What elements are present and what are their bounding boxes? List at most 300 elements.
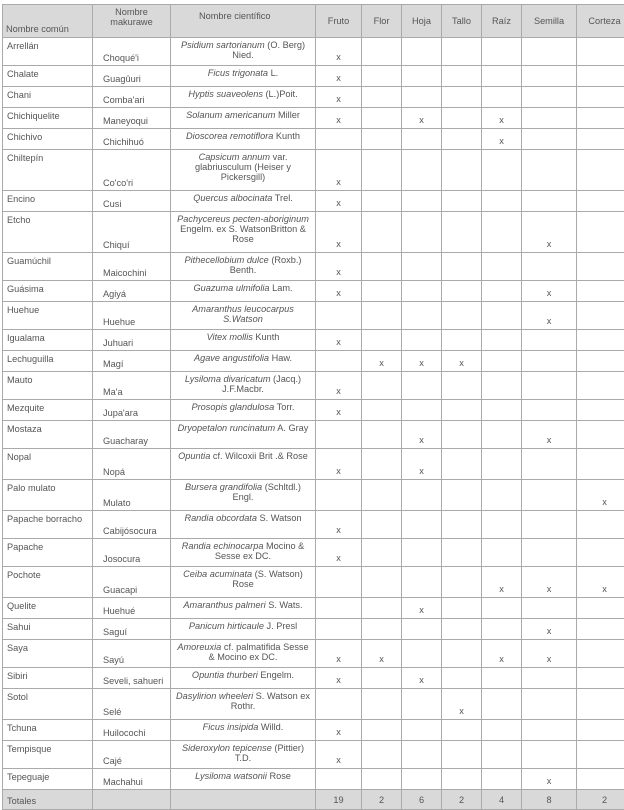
scientific-name-italic: Dryopetalon runcinatum (178, 423, 276, 433)
table-row (3, 281, 624, 302)
scientific-name-cell (171, 66, 316, 87)
plant-uses-table (2, 4, 624, 810)
scientific-name-italic: Opuntia thurberi (192, 670, 258, 680)
scientific-name-authority: Lam. (270, 283, 293, 293)
mark-flor (362, 191, 402, 212)
scientific-name-authority: (Roxb.) Benth. (230, 255, 302, 275)
mark-corteza (577, 129, 624, 150)
total-tallo: 2 (442, 790, 482, 810)
mark-hoja (402, 480, 442, 511)
table-row (3, 720, 624, 741)
mark-semilla (522, 66, 577, 87)
table-row (3, 212, 624, 253)
mark-corteza (577, 598, 624, 619)
header-tallo: Tallo (442, 5, 482, 38)
mark-corteza (577, 66, 624, 87)
mark-tallo (442, 769, 482, 790)
mark-flor (362, 668, 402, 689)
common-name-cell: Lechuguilla (3, 351, 93, 372)
mark-flor (362, 150, 402, 191)
mark-hoja (402, 212, 442, 253)
makurawe-name-cell: Guacharay (93, 421, 171, 449)
mark-corteza (577, 191, 624, 212)
mark-fruto: x (316, 668, 362, 689)
makurawe-name-cell: Cabijósocura (93, 511, 171, 539)
mark-raiz (482, 66, 522, 87)
mark-hoja (402, 567, 442, 598)
scientific-name-cell (171, 769, 316, 790)
mark-hoja: x (402, 598, 442, 619)
mark-flor (362, 449, 402, 480)
mark-raiz (482, 598, 522, 619)
mark-hoja (402, 769, 442, 790)
mark-tallo (442, 372, 482, 400)
mark-hoja (402, 511, 442, 539)
table-row (3, 108, 624, 129)
scientific-name-italic: Guazuma ulmifolia (193, 283, 269, 293)
mark-corteza (577, 253, 624, 281)
mark-hoja: x (402, 351, 442, 372)
totals-empty-cell (93, 790, 171, 810)
mark-corteza (577, 108, 624, 129)
common-name-cell: Huehue (3, 302, 93, 330)
scientific-name-italic: Pachycereus pecten-aboriginum (177, 214, 309, 224)
scientific-name-cell (171, 511, 316, 539)
common-name-cell: Guamúchil (3, 253, 93, 281)
mark-fruto (316, 129, 362, 150)
mark-hoja (402, 38, 442, 66)
mark-corteza (577, 150, 624, 191)
common-name-cell: Chichivo (3, 129, 93, 150)
total-hoja: 6 (402, 790, 442, 810)
mark-raiz (482, 191, 522, 212)
total-raiz: 4 (482, 790, 522, 810)
mark-fruto: x (316, 38, 362, 66)
mark-corteza (577, 38, 624, 66)
total-semilla: 8 (522, 790, 577, 810)
makurawe-name-cell: Juhuari (93, 330, 171, 351)
mark-fruto: x (316, 511, 362, 539)
makurawe-name-cell: Jupa'ara (93, 400, 171, 421)
mark-raiz: x (482, 108, 522, 129)
table-row (3, 539, 624, 567)
mark-fruto: x (316, 400, 362, 421)
mark-raiz: x (482, 129, 522, 150)
mark-semilla (522, 668, 577, 689)
makurawe-name-cell: Agiyá (93, 281, 171, 302)
header-scientific-name: Nombre científico (171, 5, 316, 38)
mark-semilla (522, 129, 577, 150)
mark-tallo (442, 150, 482, 191)
common-name-cell: Palo mulato (3, 480, 93, 511)
scientific-name-cell (171, 330, 316, 351)
mark-raiz (482, 330, 522, 351)
scientific-name-italic: Ficus insipida (203, 722, 259, 732)
scientific-name-cell (171, 567, 316, 598)
mark-fruto: x (316, 741, 362, 769)
mark-raiz (482, 400, 522, 421)
mark-fruto (316, 598, 362, 619)
scientific-name-authority: Rose (267, 771, 291, 781)
mark-fruto: x (316, 720, 362, 741)
makurawe-name-cell: Maicochini (93, 253, 171, 281)
scientific-name-cell (171, 598, 316, 619)
scientific-name-italic: Ficus trigonata (208, 68, 268, 78)
table-row (3, 421, 624, 449)
table-row (3, 330, 624, 351)
common-name-cell: Tempisque (3, 741, 93, 769)
makurawe-name-cell: Chiquí (93, 212, 171, 253)
mark-tallo (442, 302, 482, 330)
mark-raiz (482, 668, 522, 689)
mark-tallo (442, 191, 482, 212)
mark-tallo (442, 421, 482, 449)
mark-semilla: x (522, 281, 577, 302)
mark-raiz (482, 511, 522, 539)
mark-semilla: x (522, 567, 577, 598)
mark-hoja (402, 150, 442, 191)
scientific-name-authority: Engelm. (258, 670, 294, 680)
mark-corteza (577, 372, 624, 400)
scientific-name-authority: (S. Watson) Rose (232, 569, 303, 589)
scientific-name-cell (171, 480, 316, 511)
mark-corteza (577, 87, 624, 108)
mark-fruto: x (316, 253, 362, 281)
mark-tallo (442, 87, 482, 108)
scientific-name-authority: Trel. (272, 193, 292, 203)
table-row (3, 351, 624, 372)
mark-flor: x (362, 351, 402, 372)
header-hoja: Hoja (402, 5, 442, 38)
mark-raiz (482, 421, 522, 449)
mark-fruto: x (316, 87, 362, 108)
table-row (3, 150, 624, 191)
table-row (3, 191, 624, 212)
common-name-cell: Saya (3, 640, 93, 668)
scientific-name-italic: Amoreuxia (177, 642, 221, 652)
mark-raiz (482, 302, 522, 330)
table-row (3, 87, 624, 108)
mark-hoja (402, 66, 442, 87)
makurawe-name-cell: Sayú (93, 640, 171, 668)
mark-corteza (577, 539, 624, 567)
mark-tallo (442, 108, 482, 129)
makurawe-name-cell: Saguí (93, 619, 171, 640)
makurawe-name-cell: Maneyoqui (93, 108, 171, 129)
mark-hoja (402, 302, 442, 330)
table-row (3, 400, 624, 421)
totals-row (3, 790, 624, 810)
mark-semilla (522, 351, 577, 372)
scientific-name-italic: Capsicum annum (199, 152, 271, 162)
common-name-cell: Papache (3, 539, 93, 567)
table-row (3, 480, 624, 511)
makurawe-name-cell: Choqué'i (93, 38, 171, 66)
mark-flor (362, 87, 402, 108)
scientific-name-italic: Psidium sartorianum (181, 40, 265, 50)
scientific-name-italic: Vitex mollis (207, 332, 253, 342)
mark-corteza (577, 302, 624, 330)
mark-raiz (482, 480, 522, 511)
mark-flor (362, 330, 402, 351)
common-name-cell: Encino (3, 191, 93, 212)
mark-corteza: x (577, 567, 624, 598)
mark-hoja: x (402, 449, 442, 480)
scientific-name-italic: Hyptis suaveolens (188, 89, 263, 99)
mark-flor (362, 281, 402, 302)
mark-tallo (442, 598, 482, 619)
mark-tallo (442, 619, 482, 640)
makurawe-name-cell: Huehué (93, 598, 171, 619)
mark-fruto (316, 619, 362, 640)
scientific-name-cell (171, 668, 316, 689)
mark-tallo: x (442, 689, 482, 720)
mark-hoja (402, 400, 442, 421)
scientific-name-authority: S. Wats. (266, 600, 303, 610)
scientific-name-cell (171, 212, 316, 253)
mark-hoja: x (402, 421, 442, 449)
mark-semilla (522, 449, 577, 480)
scientific-name-authority: Torr. (274, 402, 294, 412)
mark-fruto: x (316, 191, 362, 212)
mark-semilla (522, 253, 577, 281)
mark-corteza (577, 741, 624, 769)
mark-fruto: x (316, 108, 362, 129)
mark-fruto: x (316, 330, 362, 351)
table-row (3, 511, 624, 539)
mark-hoja (402, 87, 442, 108)
scientific-name-cell (171, 87, 316, 108)
scientific-name-authority: L. (268, 68, 278, 78)
mark-fruto: x (316, 212, 362, 253)
scientific-name-cell (171, 38, 316, 66)
common-name-cell: Nopal (3, 449, 93, 480)
mark-flor (362, 212, 402, 253)
scientific-name-italic: Dasylirion wheeleri (176, 691, 253, 701)
mark-semilla (522, 108, 577, 129)
mark-raiz (482, 689, 522, 720)
mark-hoja (402, 539, 442, 567)
scientific-name-authority: A. Gray (275, 423, 308, 433)
mark-fruto: x (316, 372, 362, 400)
mark-semilla (522, 330, 577, 351)
common-name-cell: Tepeguaje (3, 769, 93, 790)
makurawe-name-cell: Ma'a (93, 372, 171, 400)
mark-tallo (442, 720, 482, 741)
table-row (3, 668, 624, 689)
scientific-name-italic: Pithecellobium dulce (185, 255, 269, 265)
scientific-name-italic: Agave angustifolia (194, 353, 269, 363)
table-row (3, 769, 624, 790)
mark-raiz (482, 741, 522, 769)
scientific-name-italic: Ceiba acuminata (183, 569, 252, 579)
table-row (3, 689, 624, 720)
total-corteza: 2 (577, 790, 624, 810)
scientific-name-authority: J. Presl (264, 621, 297, 631)
mark-corteza (577, 689, 624, 720)
common-name-cell: Mauto (3, 372, 93, 400)
mark-semilla (522, 511, 577, 539)
common-name-cell: Sotol (3, 689, 93, 720)
scientific-name-italic: Amaranthus palmeri (183, 600, 265, 610)
common-name-cell: Arrellán (3, 38, 93, 66)
mark-semilla (522, 720, 577, 741)
mark-corteza (577, 421, 624, 449)
header-semilla: Semilla (522, 5, 577, 38)
scientific-name-italic: Randia echinocarpa (182, 541, 264, 551)
mark-corteza (577, 449, 624, 480)
scientific-name-cell (171, 191, 316, 212)
scientific-name-cell (171, 421, 316, 449)
mark-hoja (402, 720, 442, 741)
makurawe-name-cell: Chichihuó (93, 129, 171, 150)
scientific-name-authority: cf. Wilcoxii Brit .& Rose (210, 451, 308, 461)
scientific-name-authority: (O. Berg) Nied. (232, 40, 305, 60)
table-row (3, 38, 624, 66)
makurawe-name-cell: Mulato (93, 480, 171, 511)
common-name-cell: Chiltepín (3, 150, 93, 191)
mark-hoja (402, 741, 442, 769)
scientific-name-authority: Willd. (258, 722, 283, 732)
makurawe-name-cell: Cajé (93, 741, 171, 769)
scientific-name-authority: Kunth (273, 131, 300, 141)
total-flor: 2 (362, 790, 402, 810)
table-row (3, 449, 624, 480)
scientific-name-italic: Opuntia (178, 451, 210, 461)
makurawe-name-cell: Josocura (93, 539, 171, 567)
scientific-name-cell (171, 351, 316, 372)
mark-semilla (522, 480, 577, 511)
scientific-name-cell (171, 108, 316, 129)
makurawe-name-cell: Seveli, sahueri (93, 668, 171, 689)
scientific-name-cell (171, 253, 316, 281)
scientific-name-italic: Solanum americanum (186, 110, 275, 120)
mark-corteza (577, 720, 624, 741)
mark-corteza (577, 212, 624, 253)
common-name-cell: Quelite (3, 598, 93, 619)
mark-fruto: x (316, 640, 362, 668)
mark-fruto (316, 480, 362, 511)
mark-semilla (522, 191, 577, 212)
table-row (3, 619, 624, 640)
mark-tallo (442, 480, 482, 511)
mark-tallo (442, 400, 482, 421)
mark-fruto: x (316, 66, 362, 87)
common-name-cell: Sahui (3, 619, 93, 640)
scientific-name-cell (171, 741, 316, 769)
mark-flor (362, 741, 402, 769)
mark-raiz (482, 253, 522, 281)
makurawe-name-cell: Nopá (93, 449, 171, 480)
table-row (3, 567, 624, 598)
scientific-name-italic: Randia obcordata (184, 513, 257, 523)
mark-fruto: x (316, 449, 362, 480)
scientific-name-authority: (Schltdl.) Engl. (233, 482, 301, 502)
mark-corteza (577, 351, 624, 372)
mark-tallo (442, 212, 482, 253)
mark-raiz (482, 372, 522, 400)
mark-raiz (482, 87, 522, 108)
mark-fruto: x (316, 281, 362, 302)
mark-raiz: x (482, 640, 522, 668)
mark-tallo (442, 511, 482, 539)
table-row (3, 598, 624, 619)
mark-corteza: x (577, 480, 624, 511)
mark-semilla (522, 150, 577, 191)
scientific-name-cell (171, 539, 316, 567)
mark-flor (362, 567, 402, 598)
mark-tallo (442, 281, 482, 302)
header-fruto: Fruto (316, 5, 362, 38)
mark-tallo (442, 38, 482, 66)
scientific-name-italic: Lysiloma divaricatum (185, 374, 271, 384)
table-row (3, 253, 624, 281)
mark-fruto (316, 302, 362, 330)
table-row (3, 640, 624, 668)
scientific-name-authority: Miller (275, 110, 300, 120)
scientific-name-italic: Sideroxylon tepicense (182, 743, 272, 753)
mark-tallo (442, 253, 482, 281)
header-row (3, 5, 624, 38)
mark-tallo (442, 741, 482, 769)
common-name-cell: Pochote (3, 567, 93, 598)
mark-semilla: x (522, 769, 577, 790)
mark-hoja: x (402, 108, 442, 129)
mark-fruto: x (316, 539, 362, 567)
scientific-name-authority: (Jacq.) J.F.Macbr. (222, 374, 301, 394)
mark-flor (362, 66, 402, 87)
mark-fruto (316, 351, 362, 372)
mark-tallo (442, 640, 482, 668)
scientific-name-cell (171, 150, 316, 191)
mark-corteza (577, 330, 624, 351)
mark-raiz (482, 769, 522, 790)
common-name-cell: Etcho (3, 212, 93, 253)
scientific-name-italic: Bursera grandifolia (185, 482, 262, 492)
makurawe-name-cell: Machahui (93, 769, 171, 790)
mark-tallo: x (442, 351, 482, 372)
common-name-cell: Chani (3, 87, 93, 108)
mark-hoja (402, 619, 442, 640)
scientific-name-italic: Panicum hirticaule (189, 621, 264, 631)
scientific-name-cell (171, 302, 316, 330)
common-name-cell: Igualama (3, 330, 93, 351)
mark-raiz (482, 720, 522, 741)
mark-tallo (442, 668, 482, 689)
common-name-cell: Chichiquelite (3, 108, 93, 129)
scientific-name-italic: Quercus albocinata (193, 193, 272, 203)
scientific-name-cell (171, 689, 316, 720)
mark-semilla: x (522, 640, 577, 668)
common-name-cell: Papache borracho (3, 511, 93, 539)
mark-raiz: x (482, 567, 522, 598)
mark-semilla: x (522, 212, 577, 253)
scientific-name-cell (171, 281, 316, 302)
mark-fruto (316, 567, 362, 598)
mark-raiz (482, 351, 522, 372)
scientific-name-cell (171, 720, 316, 741)
table-row (3, 302, 624, 330)
mark-hoja (402, 330, 442, 351)
table-body (3, 38, 624, 790)
totals-empty-cell (171, 790, 316, 810)
mark-flor: x (362, 640, 402, 668)
scientific-name-authority: var. glabriusculum (Heiser y Pickersgill) (195, 152, 291, 182)
mark-flor (362, 38, 402, 66)
mark-tallo (442, 449, 482, 480)
makurawe-name-cell: Guagûuri (93, 66, 171, 87)
mark-flor (362, 539, 402, 567)
